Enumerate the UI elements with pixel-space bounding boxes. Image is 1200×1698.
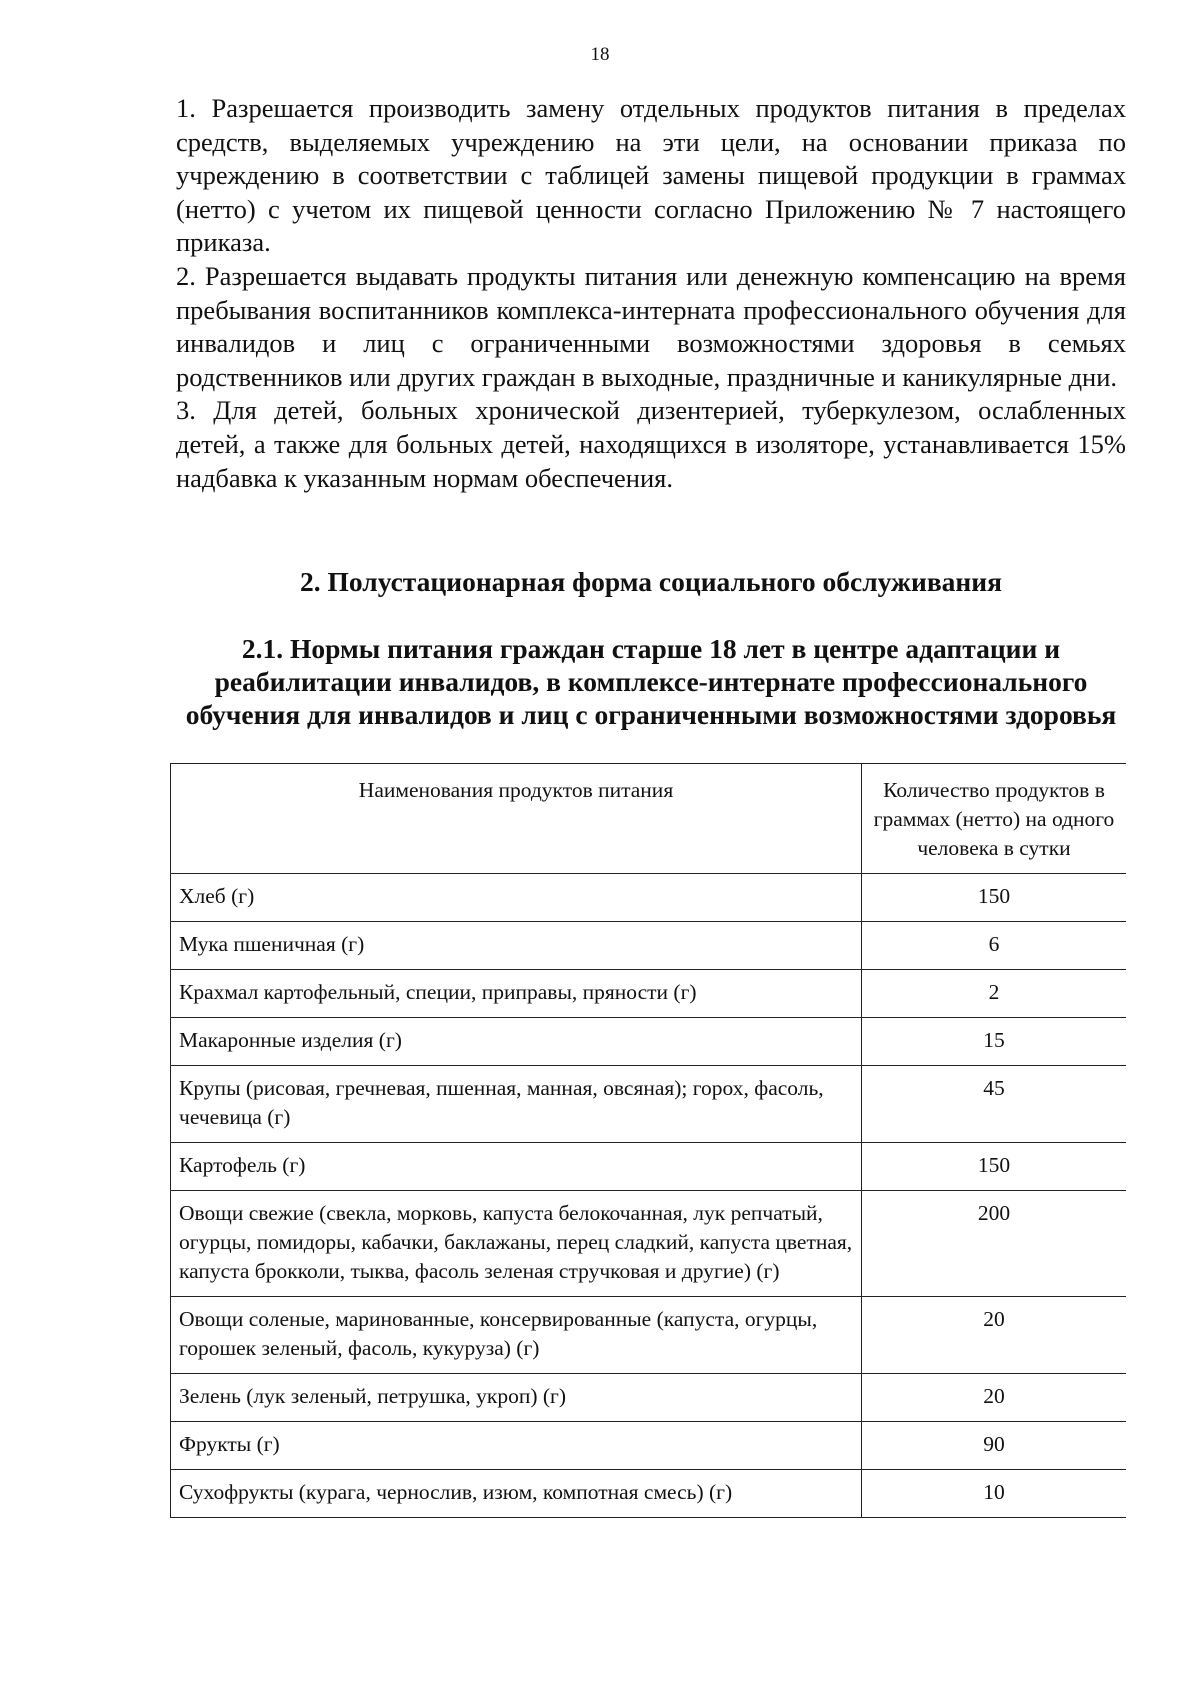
table-header-row xyxy=(170,763,1126,874)
paragraph-3: 3. Для детей, больных хронической дизентерией, туберкулезом, ослабленных детей, а также для больных детей, находящихся в изоляторе, устанавливается 15% надбавка к указанным нормам обеспечения. xyxy=(176,395,1126,493)
row-quantity-cell: 15 xyxy=(983,1028,1005,1052)
row-quantity-cell: 45 xyxy=(983,1076,1005,1100)
table-row xyxy=(170,1422,1126,1470)
header-quantity-cell: Количество продуктов в граммах (нетто) на одного человека в сутки xyxy=(873,778,1115,860)
row-quantity-cell: 20 xyxy=(983,1307,1005,1331)
table-row xyxy=(170,1297,1126,1374)
row-quantity-cell: 150 xyxy=(977,884,1011,908)
row-quantity-cell: 10 xyxy=(983,1480,1005,1504)
table-row xyxy=(170,1374,1126,1422)
row-quantity-cell: 90 xyxy=(983,1432,1005,1456)
section-heading: 2. Полустационарная форма социального обслуживания xyxy=(299,566,1002,597)
row-name-cell: Крахмал картофельный, специи, приправы, пряности (г) xyxy=(170,970,862,1017)
table-row xyxy=(170,1066,1126,1143)
table-row xyxy=(170,1470,1126,1518)
row-name-cell: Зелень (лук зеленый, петрушка, укроп) (г) xyxy=(170,1374,862,1421)
paragraph-1: 1. Разрешается производить замену отдельных продуктов питания в пределах средств, выделяемых учреждению на эти цели, на основании приказа по учреждению в соответствии с таблицей замены пищевой продукции в граммах (нетто) с учетом их пищевой ценности согласно Приложению № 7 настоящего приказа. xyxy=(176,93,1126,258)
row-name-cell: Овощи соленые, маринованные, консервированные (капуста, огурцы, горошек зеленый, фасоль, кукуруза) (г) xyxy=(170,1297,862,1373)
row-name-cell: Мука пшеничная (г) xyxy=(170,922,862,969)
body-text xyxy=(176,92,1126,495)
page-number: 18 xyxy=(590,44,610,65)
paragraph-2: 2. Разрешается выдавать продукты питания или денежную компенсацию на время пребывания воспитанников комплекса-интерната профессионального обучения для инвалидов и лиц с ограниченными возможностями здоровья в семьях родственников или других граждан в выходные, праздничные и каникулярные дни. xyxy=(176,260,1126,392)
table-row xyxy=(170,1191,1126,1297)
table-row xyxy=(170,922,1126,970)
row-name-cell: Крупы (рисовая, гречневая, пшенная, манная, овсяная); горох, фасоль, чечевица (г) xyxy=(170,1066,862,1142)
header-name-cell: Наименования продуктов питания xyxy=(170,764,862,873)
row-name-cell: Картофель (г) xyxy=(170,1143,862,1190)
subsection-heading: 2.1. Нормы питания граждан старше 18 лет в центре адаптации и реабилитации инвалидов, в комплексе-интернате профессионального обучения для инвалидов и лиц с ограниченными возможностями здоровья xyxy=(185,633,1117,730)
row-name-cell: Фрукты (г) xyxy=(170,1422,862,1469)
table-row xyxy=(170,1143,1126,1191)
row-quantity-cell: 20 xyxy=(983,1384,1005,1408)
row-name-cell: Сухофрукты (курага, чернослив, изюм, компотная смесь) (г) xyxy=(170,1470,862,1517)
row-quantity-cell: 150 xyxy=(977,1153,1011,1177)
table-row xyxy=(170,970,1126,1018)
row-name-cell: Макаронные изделия (г) xyxy=(170,1018,862,1065)
row-quantity-cell: 200 xyxy=(977,1201,1011,1225)
row-name-cell: Хлеб (г) xyxy=(170,874,862,921)
row-name-cell: Овощи свежие (свекла, морковь, капуста белокочанная, лук репчатый, огурцы, помидоры, кабачки, баклажаны, перец сладкий, капуста цветная, капуста брокколи, тыква, фасоль зеленая стручковая и другие) (г) xyxy=(170,1191,862,1296)
table-row xyxy=(170,1018,1126,1066)
table-row xyxy=(170,874,1126,922)
row-quantity-cell: 6 xyxy=(988,932,1000,956)
food-norms-table xyxy=(170,763,1126,1518)
row-quantity-cell: 2 xyxy=(988,980,1000,1004)
